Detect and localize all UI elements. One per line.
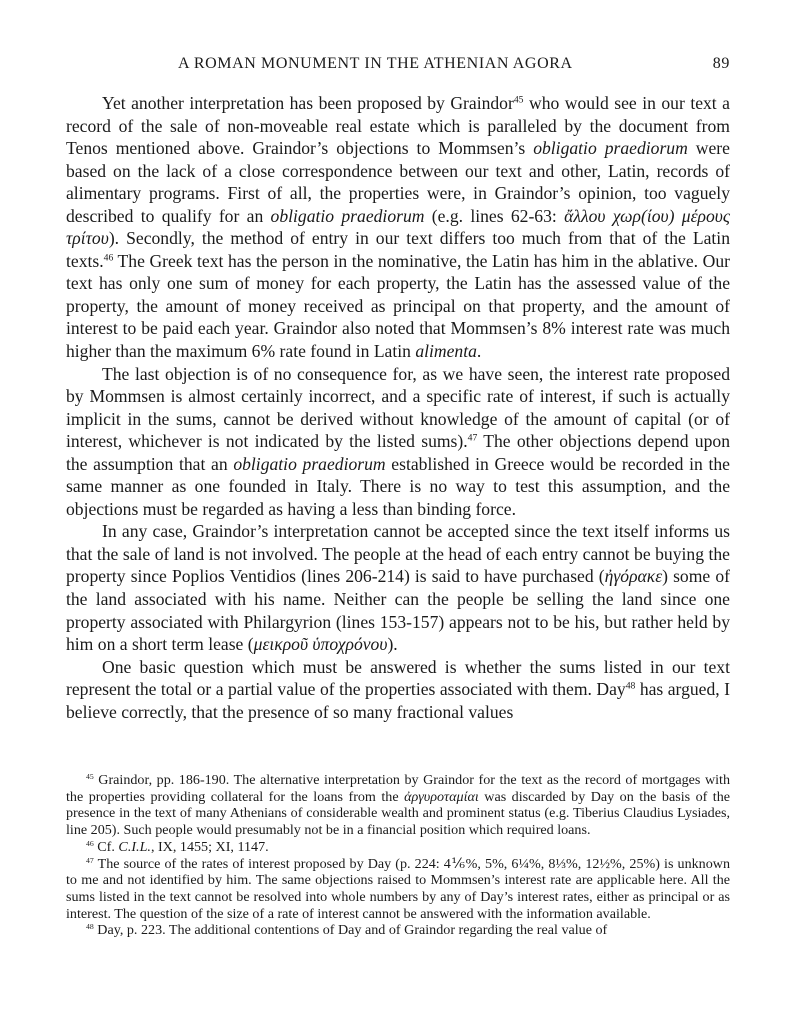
greek-phrase: μεικροῦ ὑποχρόνου [253,634,388,655]
main-text [66,92,730,723]
footnote-ref-46[interactable]: 46 [103,252,114,264]
greek-phrase: ἄλλου χωρ(ίου) μέρους τρίτου [66,205,730,249]
footnote-number: 47 [86,855,94,865]
page-number: 89 [712,55,730,72]
paragraph: One basic question which must be answered is whether the sums listed in our text represent the total or a partial value of the properties associated with them. Day$^{48}$ has argued, I believe correctly, that the presence of so many fractional values [66,656,730,722]
footnote: $^{45}$ Graindor, pp. 186-190. The alternative interpretation by Graindor for the text as the record of mortgages with the properties providing collateral for the loans from the ἀργυροταμίαι was discarded by Day on the basis of the presence in the text of many Athenians of considerable wealth and prominent status (e.g. Tiberius Claudius Lysiades, line 205). Such people would presumably not be in a financial position which required loans. [66,771,730,839]
footnote-ref-48[interactable]: 48 [625,680,636,692]
footnote: $^{46}$ Cf. C.I.L., IX, 1455; XI, 1147. [86,838,269,855]
footnote: $^{47}$ The source of the rates of interest proposed by Day (p. 224: 4⅙%, 5%, 6¼%, 8⅓%, 12½%, 25%) is unknown to me and not identified by him. The same objections raised to Mommsen’s interest rate are applicable here. All the sums listed in the text cannot be resolved into whole numbers by any of Day’s interest rates, either as principal or as interest. The question of the size of a rate of interest cannot be answered with the information available. [66,855,730,922]
greek-phrase: ἠγόρακε [604,566,663,587]
paragraph: In any case, Graindor’s interpretation cannot be accepted since the text itself informs us that the sale of land is not involved. The people at the head of each entry cannot be buying the property since Poplios Ventidios (lines 206-214) is said to have purchased (ἠγόρακε) some of the land associated with his name. Neither can the people be selling the land since one property associated with Philargyrion (lines 153-157) appears not to be his, but rather held by him on a short term lease (μεικροῦ ὑποχρόνου). [66,521,730,655]
footnote-number: 46 [86,838,94,848]
footnote-ref-45[interactable]: 45 [513,94,524,106]
running-header [66,55,730,77]
running-title: A ROMAN MONUMENT IN THE ATHENIAN AGORA [178,55,573,72]
greek-phrase: ἀργυροταμίαι [404,788,479,805]
footnote-number: 45 [86,771,94,781]
footnote-number: 48 [86,922,94,932]
footnote-ref-47[interactable]: 47 [467,432,478,444]
paragraph: Yet another interpretation has been proposed by Graindor$^{45}$ who would see in our text a record of the sale of non-moveable real estate which is paralleled by the document from Tenos mentioned above. Graindor’s objections to Mommsen’s obligatio praediorum were based on the lack of a close correspondence between our text and other, Latin, records of alimentary programs. First of all, the properties were, in Graindor’s opinion, too vaguely described to qualify for an obligatio praediorum (e.g. lines 62-63: ἄλλου χωρ(ίου) μέρους τρίτου). Secondly, the method of entry in our text differs too much from that of the Latin texts.$^{46}$ The Greek text has the person in the nominative, the Latin has him in the ablative. Our text has only one sum of money for each property, the Latin has the assessed value of the property, the amount of money received as principal on that property, and the amount of interest to be paid each year. Graindor also noted that Mommsen’s 8% interest rate was much higher than the maximum 6% rate found in Latin alimenta. [66,93,730,362]
paragraph: The last objection is of no consequence for, as we have seen, the interest rate proposed by Mommsen is almost certainly incorrect, and a specific rate of interest, if such is actually implicit in the sums, cannot be derived without knowledge of the amount of capital (or of interest, whichever is not indicated by the listed sums).$^{47}$ The other objections depend upon the assumption that an obligatio praediorum established in Greece would be recorded in the same manner as one founded in Italy. There is no way to test this assumption, and the objections must be regarded as having a less than binding force. [66,363,730,519]
footnote: $^{48}$ Day, p. 223. The additional contentions of Day and of Graindor regarding the real value of [86,922,608,939]
footnotes [66,772,730,939]
